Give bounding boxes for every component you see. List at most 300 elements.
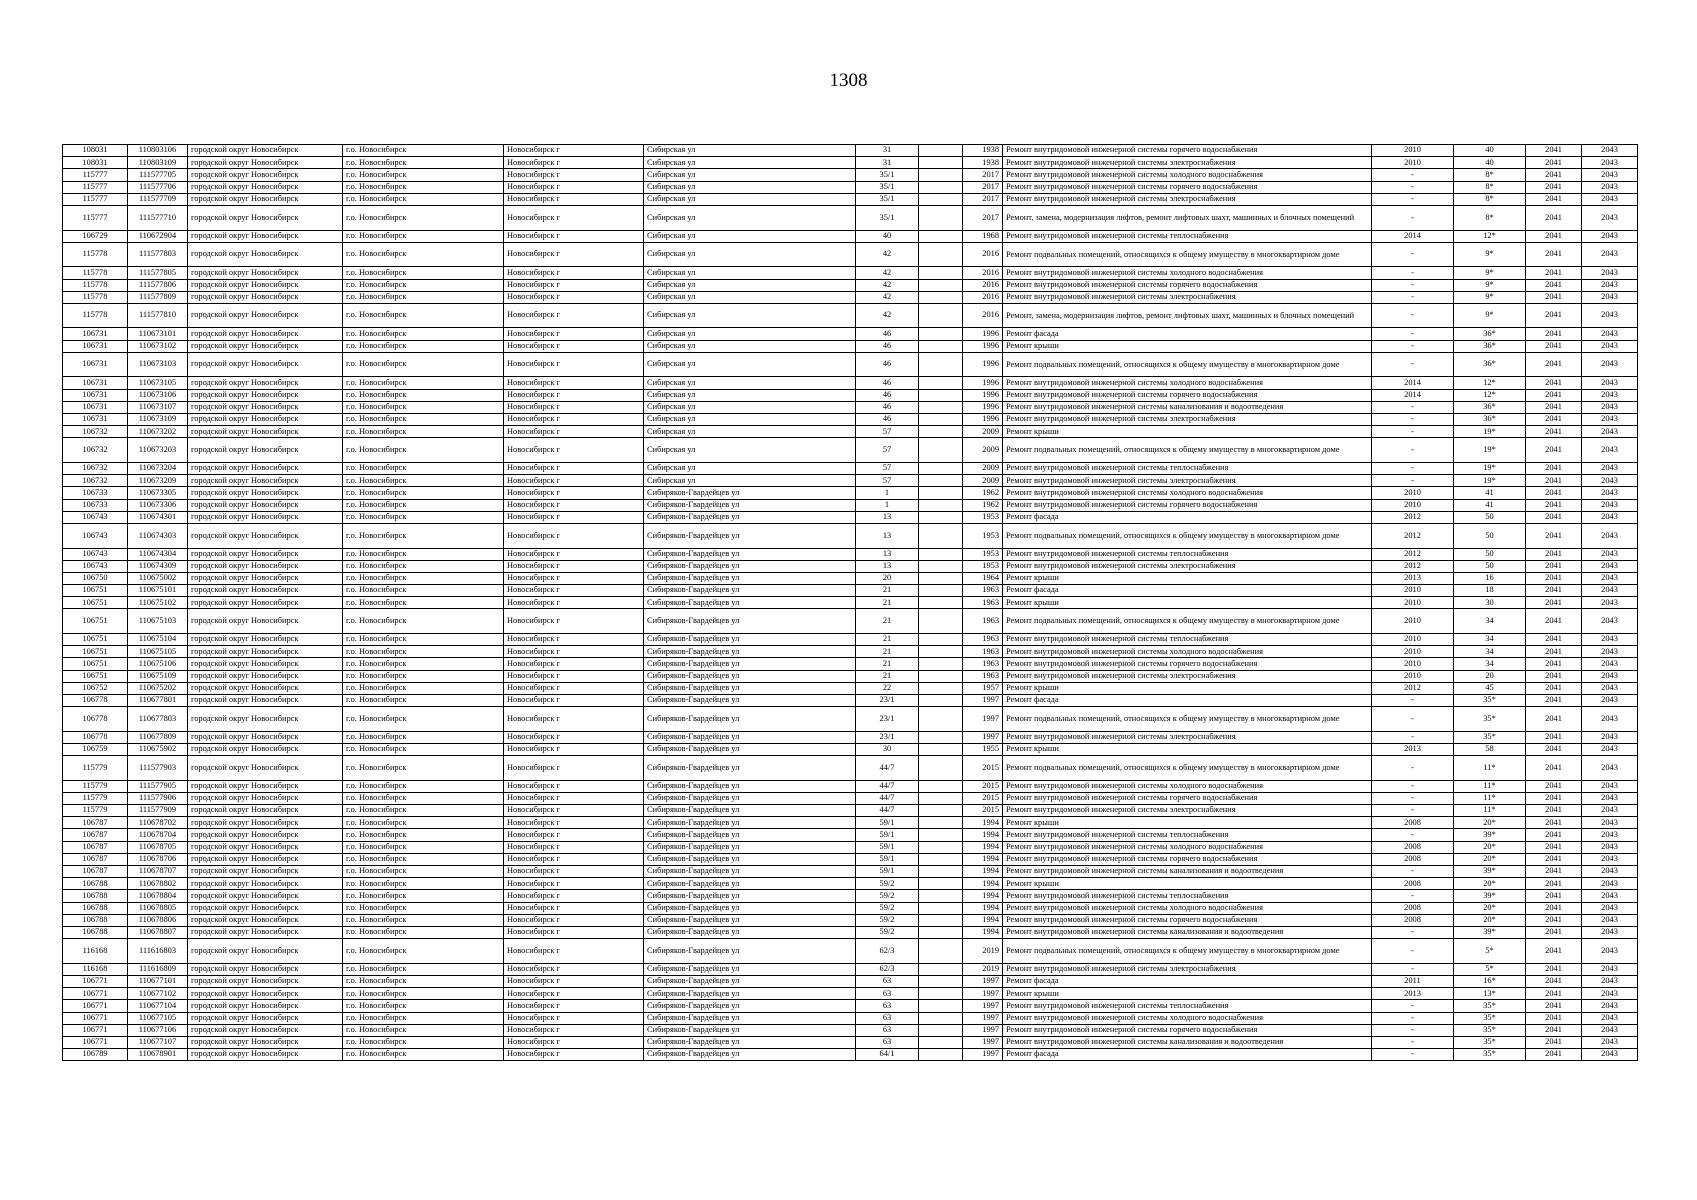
cell-municipality: городской округ Новосибирск <box>188 352 343 377</box>
cell-building <box>919 756 963 781</box>
cell-last-repair-year: - <box>1372 193 1454 205</box>
cell-last-repair-year: - <box>1372 205 1454 230</box>
cell-house-number: 64/1 <box>856 1049 919 1061</box>
cell-municipality: городской округ Новосибирск <box>188 878 343 890</box>
cell-settlement-municipality: г.о. Новосибирск <box>343 646 504 658</box>
cell-house-number: 46 <box>856 352 919 377</box>
cell-plan-start: 2041 <box>1526 694 1582 706</box>
cell-house-number: 63 <box>856 975 919 987</box>
table-row <box>63 438 1638 463</box>
cell-street: Сибиряков-Гвардейцев ул <box>644 511 856 523</box>
cell-house-id: 106729 <box>63 230 128 242</box>
cell-street: Сибирская ул <box>644 230 856 242</box>
cell-year-built: 1963 <box>963 634 1003 646</box>
table-row <box>63 1012 1638 1024</box>
cell-settlement-municipality: г.о. Новосибирск <box>343 878 504 890</box>
cell-work-type: Ремонт внутридомовой инженерной системы электроснабжения <box>1003 157 1372 169</box>
cell-settlement-municipality: г.о. Новосибирск <box>343 389 504 401</box>
cell-house-id: 106771 <box>63 988 128 1000</box>
cell-element-id: 110673305 <box>128 487 188 499</box>
cell-locality: Новосибирск г <box>504 340 644 352</box>
cell-house-number: 59/2 <box>856 890 919 902</box>
cell-work-type: Ремонт крыши <box>1003 340 1372 352</box>
cell-street: Сибиряков-Гвардейцев ул <box>644 1012 856 1024</box>
cell-house-id: 106778 <box>63 707 128 732</box>
cell-wear: 8* <box>1454 169 1526 181</box>
cell-element-id: 110677105 <box>128 1012 188 1024</box>
cell-municipality: городской округ Новосибирск <box>188 377 343 389</box>
cell-plan-end: 2043 <box>1582 303 1638 328</box>
cell-street: Сибиряков-Гвардейцев ул <box>644 1000 856 1012</box>
cell-element-id: 110677809 <box>128 731 188 743</box>
cell-building <box>919 780 963 792</box>
cell-wear: 30 <box>1454 597 1526 609</box>
cell-wear: 8* <box>1454 205 1526 230</box>
cell-element-id: 110675109 <box>128 670 188 682</box>
cell-street: Сибирская ул <box>644 279 856 291</box>
table-row <box>63 707 1638 732</box>
cell-locality: Новосибирск г <box>504 914 644 926</box>
cell-plan-start: 2041 <box>1526 682 1582 694</box>
cell-street: Сибиряков-Гвардейцев ул <box>644 841 856 853</box>
cell-municipality: городской округ Новосибирск <box>188 731 343 743</box>
cell-wear: 50 <box>1454 523 1526 548</box>
cell-last-repair-year: - <box>1372 756 1454 781</box>
cell-house-number: 59/2 <box>856 878 919 890</box>
cell-element-id: 110678706 <box>128 853 188 865</box>
cell-house-id: 106771 <box>63 1036 128 1048</box>
cell-house-number: 30 <box>856 743 919 755</box>
cell-house-number: 21 <box>856 597 919 609</box>
cell-work-type: Ремонт внутридомовой инженерной системы горячего водоснабжения <box>1003 499 1372 511</box>
cell-plan-start: 2041 <box>1526 1000 1582 1012</box>
cell-building <box>919 377 963 389</box>
cell-plan-end: 2043 <box>1582 426 1638 438</box>
cell-house-number: 59/2 <box>856 914 919 926</box>
cell-plan-start: 2041 <box>1526 829 1582 841</box>
cell-street: Сибиряков-Гвардейцев ул <box>644 756 856 781</box>
cell-wear: 34 <box>1454 646 1526 658</box>
table-row <box>63 1049 1638 1061</box>
cell-plan-end: 2043 <box>1582 926 1638 938</box>
cell-element-id: 110677106 <box>128 1024 188 1036</box>
cell-element-id: 110675002 <box>128 572 188 584</box>
cell-house-number: 21 <box>856 670 919 682</box>
cell-plan-start: 2041 <box>1526 242 1582 267</box>
cell-last-repair-year: - <box>1372 694 1454 706</box>
cell-locality: Новосибирск г <box>504 499 644 511</box>
cell-element-id: 110673209 <box>128 475 188 487</box>
cell-municipality: городской округ Новосибирск <box>188 829 343 841</box>
cell-element-id: 111577706 <box>128 181 188 193</box>
table-row <box>63 780 1638 792</box>
cell-locality: Новосибирск г <box>504 780 644 792</box>
cell-house-id: 115778 <box>63 303 128 328</box>
cell-building <box>919 462 963 474</box>
cell-house-id: 106759 <box>63 743 128 755</box>
cell-building <box>919 743 963 755</box>
cell-municipality: городской округ Новосибирск <box>188 658 343 670</box>
cell-wear: 5* <box>1454 939 1526 964</box>
cell-element-id: 110673102 <box>128 340 188 352</box>
cell-plan-end: 2043 <box>1582 438 1638 463</box>
cell-year-built: 2009 <box>963 438 1003 463</box>
cell-municipality: городской округ Новосибирск <box>188 560 343 572</box>
cell-house-id: 106731 <box>63 340 128 352</box>
cell-municipality: городской округ Новосибирск <box>188 291 343 303</box>
cell-locality: Новосибирск г <box>504 585 644 597</box>
cell-street: Сибирская ул <box>644 303 856 328</box>
cell-house-id: 106751 <box>63 658 128 670</box>
cell-last-repair-year: - <box>1372 731 1454 743</box>
cell-plan-start: 2041 <box>1526 988 1582 1000</box>
cell-wear: 12* <box>1454 230 1526 242</box>
cell-plan-end: 2043 <box>1582 401 1638 413</box>
cell-year-built: 1996 <box>963 377 1003 389</box>
cell-building <box>919 707 963 732</box>
cell-wear: 11* <box>1454 792 1526 804</box>
cell-street: Сибиряков-Гвардейцев ул <box>644 743 856 755</box>
cell-house-id: 106752 <box>63 682 128 694</box>
cell-plan-end: 2043 <box>1582 572 1638 584</box>
cell-element-id: 111577906 <box>128 792 188 804</box>
table-row <box>63 401 1638 413</box>
cell-house-id: 106732 <box>63 475 128 487</box>
cell-last-repair-year: - <box>1372 890 1454 902</box>
cell-settlement-municipality: г.о. Новосибирск <box>343 511 504 523</box>
cell-plan-start: 2041 <box>1526 963 1582 975</box>
cell-work-type: Ремонт внутридомовой инженерной системы горячего водоснабжения <box>1003 914 1372 926</box>
cell-work-type: Ремонт внутридомовой инженерной системы теплоснабжения <box>1003 890 1372 902</box>
cell-settlement-municipality: г.о. Новосибирск <box>343 707 504 732</box>
cell-work-type: Ремонт крыши <box>1003 426 1372 438</box>
cell-locality: Новосибирск г <box>504 658 644 670</box>
cell-locality: Новосибирск г <box>504 890 644 902</box>
table-row <box>63 878 1638 890</box>
cell-street: Сибирская ул <box>644 193 856 205</box>
cell-house-number: 59/1 <box>856 829 919 841</box>
cell-work-type: Ремонт подвальных помещений, относящихся к общему имуществу в многоквартирном доме <box>1003 756 1372 781</box>
cell-plan-end: 2043 <box>1582 658 1638 670</box>
cell-building <box>919 389 963 401</box>
cell-plan-start: 2041 <box>1526 389 1582 401</box>
cell-house-number: 40 <box>856 230 919 242</box>
cell-building <box>919 230 963 242</box>
cell-street: Сибиряков-Гвардейцев ул <box>644 499 856 511</box>
cell-element-id: 110675202 <box>128 682 188 694</box>
cell-locality: Новосибирск г <box>504 609 644 634</box>
cell-element-id: 110675106 <box>128 658 188 670</box>
cell-house-number: 31 <box>856 157 919 169</box>
cell-element-id: 110678704 <box>128 829 188 841</box>
cell-plan-start: 2041 <box>1526 805 1582 817</box>
cell-settlement-municipality: г.о. Новосибирск <box>343 340 504 352</box>
cell-plan-end: 2043 <box>1582 328 1638 340</box>
cell-street: Сибиряков-Гвардейцев ул <box>644 731 856 743</box>
cell-locality: Новосибирск г <box>504 988 644 1000</box>
cell-house-number: 59/2 <box>856 902 919 914</box>
cell-house-id: 115779 <box>63 756 128 781</box>
cell-building <box>919 1012 963 1024</box>
cell-locality: Новосибирск г <box>504 145 644 157</box>
cell-house-number: 1 <box>856 487 919 499</box>
cell-municipality: городской округ Новосибирск <box>188 169 343 181</box>
cell-house-id: 106787 <box>63 829 128 841</box>
cell-year-built: 1996 <box>963 414 1003 426</box>
cell-year-built: 1994 <box>963 914 1003 926</box>
cell-plan-end: 2043 <box>1582 805 1638 817</box>
cell-municipality: городской округ Новосибирск <box>188 572 343 584</box>
cell-year-built: 2016 <box>963 242 1003 267</box>
cell-locality: Новосибирск г <box>504 926 644 938</box>
cell-work-type: Ремонт внутридомовой инженерной системы холодного водоснабжения <box>1003 646 1372 658</box>
cell-street: Сибиряков-Гвардейцев ул <box>644 1024 856 1036</box>
table-row <box>63 829 1638 841</box>
cell-street: Сибирская ул <box>644 157 856 169</box>
repair-registry-table <box>62 144 1638 1061</box>
cell-work-type: Ремонт, замена, модернизация лифтов, ремонт лифтовых шахт, машинных и блочных помещений <box>1003 205 1372 230</box>
cell-locality: Новосибирск г <box>504 634 644 646</box>
cell-element-id: 110673204 <box>128 462 188 474</box>
cell-plan-end: 2043 <box>1582 414 1638 426</box>
cell-house-id: 108031 <box>63 157 128 169</box>
cell-municipality: городской округ Новосибирск <box>188 499 343 511</box>
cell-last-repair-year: 2010 <box>1372 609 1454 634</box>
cell-house-id: 106787 <box>63 866 128 878</box>
cell-locality: Новосибирск г <box>504 438 644 463</box>
cell-municipality: городской округ Новосибирск <box>188 340 343 352</box>
cell-house-id: 106732 <box>63 462 128 474</box>
cell-element-id: 111577905 <box>128 780 188 792</box>
cell-settlement-municipality: г.о. Новосибирск <box>343 634 504 646</box>
cell-street: Сибиряков-Гвардейцев ул <box>644 1036 856 1048</box>
cell-locality: Новосибирск г <box>504 572 644 584</box>
cell-municipality: городской округ Новосибирск <box>188 694 343 706</box>
cell-house-number: 63 <box>856 1012 919 1024</box>
cell-house-id: 106731 <box>63 377 128 389</box>
cell-municipality: городской округ Новосибирск <box>188 597 343 609</box>
cell-locality: Новосибирск г <box>504 707 644 732</box>
cell-plan-start: 2041 <box>1526 401 1582 413</box>
cell-locality: Новосибирск г <box>504 377 644 389</box>
cell-element-id: 111577806 <box>128 279 188 291</box>
cell-work-type: Ремонт крыши <box>1003 572 1372 584</box>
cell-last-repair-year: - <box>1372 1000 1454 1012</box>
cell-last-repair-year: - <box>1372 1049 1454 1061</box>
cell-settlement-municipality: г.о. Новосибирск <box>343 572 504 584</box>
cell-street: Сибирская ул <box>644 205 856 230</box>
cell-plan-end: 2043 <box>1582 939 1638 964</box>
cell-street: Сибирская ул <box>644 462 856 474</box>
cell-house-number: 63 <box>856 1036 919 1048</box>
page-number: 1308 <box>829 70 868 91</box>
cell-plan-start: 2041 <box>1526 560 1582 572</box>
cell-municipality: городской округ Новосибирск <box>188 389 343 401</box>
cell-work-type: Ремонт внутридомовой инженерной системы горячего водоснабжения <box>1003 658 1372 670</box>
cell-plan-end: 2043 <box>1582 499 1638 511</box>
cell-street: Сибиряков-Гвардейцев ул <box>644 670 856 682</box>
cell-house-number: 31 <box>856 145 919 157</box>
cell-settlement-municipality: г.о. Новосибирск <box>343 731 504 743</box>
cell-locality: Новосибирск г <box>504 242 644 267</box>
cell-locality: Новосибирск г <box>504 169 644 181</box>
cell-municipality: городской округ Новосибирск <box>188 975 343 987</box>
cell-element-id: 110675104 <box>128 634 188 646</box>
cell-house-id: 106733 <box>63 499 128 511</box>
cell-wear: 20 <box>1454 670 1526 682</box>
cell-house-number: 46 <box>856 340 919 352</box>
cell-house-number: 63 <box>856 988 919 1000</box>
cell-house-id: 106788 <box>63 878 128 890</box>
cell-year-built: 1964 <box>963 572 1003 584</box>
cell-house-id: 106778 <box>63 731 128 743</box>
cell-plan-start: 2041 <box>1526 1036 1582 1048</box>
cell-last-repair-year: 2010 <box>1372 157 1454 169</box>
cell-settlement-municipality: г.о. Новосибирск <box>343 475 504 487</box>
cell-year-built: 1996 <box>963 401 1003 413</box>
cell-plan-start: 2041 <box>1526 181 1582 193</box>
cell-element-id: 110675902 <box>128 743 188 755</box>
cell-house-number: 21 <box>856 658 919 670</box>
cell-municipality: городской округ Новосибирск <box>188 902 343 914</box>
cell-year-built: 1994 <box>963 926 1003 938</box>
cell-locality: Новосибирск г <box>504 560 644 572</box>
cell-house-number: 59/1 <box>856 866 919 878</box>
cell-street: Сибиряков-Гвардейцев ул <box>644 1049 856 1061</box>
cell-last-repair-year: - <box>1372 340 1454 352</box>
cell-building <box>919 731 963 743</box>
cell-plan-start: 2041 <box>1526 817 1582 829</box>
cell-settlement-municipality: г.о. Новосибирск <box>343 267 504 279</box>
cell-house-id: 106751 <box>63 670 128 682</box>
cell-municipality: городской округ Новосибирск <box>188 414 343 426</box>
cell-plan-start: 2041 <box>1526 939 1582 964</box>
cell-house-id: 106750 <box>63 572 128 584</box>
cell-last-repair-year: - <box>1372 426 1454 438</box>
cell-locality: Новосибирск г <box>504 939 644 964</box>
cell-house-number: 46 <box>856 328 919 340</box>
cell-plan-start: 2041 <box>1526 205 1582 230</box>
cell-last-repair-year: - <box>1372 414 1454 426</box>
registry-body <box>63 145 1638 1061</box>
cell-plan-end: 2043 <box>1582 731 1638 743</box>
cell-plan-end: 2043 <box>1582 817 1638 829</box>
cell-element-id: 110674303 <box>128 523 188 548</box>
cell-element-id: 110673105 <box>128 377 188 389</box>
cell-settlement-municipality: г.о. Новосибирск <box>343 523 504 548</box>
cell-house-id: 115778 <box>63 291 128 303</box>
table-row <box>63 682 1638 694</box>
cell-house-number: 44/7 <box>856 792 919 804</box>
cell-year-built: 1938 <box>963 145 1003 157</box>
cell-house-id: 106771 <box>63 1024 128 1036</box>
cell-locality: Новосибирск г <box>504 975 644 987</box>
cell-house-number: 21 <box>856 646 919 658</box>
cell-settlement-municipality: г.о. Новосибирск <box>343 230 504 242</box>
cell-year-built: 1955 <box>963 743 1003 755</box>
cell-locality: Новосибирск г <box>504 157 644 169</box>
cell-municipality: городской округ Новосибирск <box>188 646 343 658</box>
cell-street: Сибиряков-Гвардейцев ул <box>644 585 856 597</box>
cell-plan-end: 2043 <box>1582 585 1638 597</box>
cell-plan-end: 2043 <box>1582 1000 1638 1012</box>
cell-municipality: городской округ Новосибирск <box>188 1049 343 1061</box>
cell-locality: Новосибирск г <box>504 303 644 328</box>
cell-municipality: городской округ Новосибирск <box>188 145 343 157</box>
cell-street: Сибиряков-Гвардейцев ул <box>644 646 856 658</box>
cell-year-built: 1938 <box>963 157 1003 169</box>
cell-settlement-municipality: г.о. Новосибирск <box>343 1049 504 1061</box>
cell-year-built: 1994 <box>963 817 1003 829</box>
cell-house-number: 13 <box>856 548 919 560</box>
cell-street: Сибиряков-Гвардейцев ул <box>644 658 856 670</box>
cell-street: Сибиряков-Гвардейцев ул <box>644 682 856 694</box>
cell-wear: 45 <box>1454 682 1526 694</box>
cell-element-id: 110673203 <box>128 438 188 463</box>
cell-street: Сибирская ул <box>644 242 856 267</box>
cell-street: Сибирская ул <box>644 389 856 401</box>
cell-municipality: городской округ Новосибирск <box>188 890 343 902</box>
cell-last-repair-year: 2010 <box>1372 499 1454 511</box>
cell-plan-start: 2041 <box>1526 523 1582 548</box>
cell-work-type: Ремонт внутридомовой инженерной системы горячего водоснабжения <box>1003 792 1372 804</box>
cell-plan-start: 2041 <box>1526 890 1582 902</box>
cell-building <box>919 878 963 890</box>
cell-plan-start: 2041 <box>1526 792 1582 804</box>
cell-work-type: Ремонт фасада <box>1003 975 1372 987</box>
cell-street: Сибирская ул <box>644 426 856 438</box>
cell-settlement-municipality: г.о. Новосибирск <box>343 377 504 389</box>
cell-plan-end: 2043 <box>1582 975 1638 987</box>
cell-last-repair-year: 2008 <box>1372 853 1454 865</box>
cell-work-type: Ремонт фасада <box>1003 694 1372 706</box>
cell-settlement-municipality: г.о. Новосибирск <box>343 609 504 634</box>
cell-element-id: 110673202 <box>128 426 188 438</box>
cell-municipality: городской округ Новосибирск <box>188 963 343 975</box>
cell-building <box>919 328 963 340</box>
cell-plan-end: 2043 <box>1582 670 1638 682</box>
cell-work-type: Ремонт внутридомовой инженерной системы холодного водоснабжения <box>1003 267 1372 279</box>
cell-building <box>919 242 963 267</box>
cell-year-built: 2017 <box>963 205 1003 230</box>
cell-element-id: 110673109 <box>128 414 188 426</box>
cell-plan-end: 2043 <box>1582 267 1638 279</box>
cell-settlement-municipality: г.о. Новосибирск <box>343 1024 504 1036</box>
cell-plan-start: 2041 <box>1526 975 1582 987</box>
table-row <box>63 743 1638 755</box>
cell-wear: 16 <box>1454 572 1526 584</box>
cell-year-built: 1994 <box>963 890 1003 902</box>
cell-street: Сибиряков-Гвардейцев ул <box>644 866 856 878</box>
cell-locality: Новосибирск г <box>504 1000 644 1012</box>
cell-last-repair-year: - <box>1372 475 1454 487</box>
cell-house-number: 59/2 <box>856 926 919 938</box>
cell-element-id: 111616809 <box>128 963 188 975</box>
cell-street: Сибиряков-Гвардейцев ул <box>644 548 856 560</box>
cell-last-repair-year: 2013 <box>1372 743 1454 755</box>
cell-settlement-municipality: г.о. Новосибирск <box>343 193 504 205</box>
cell-house-id: 106731 <box>63 401 128 413</box>
cell-element-id: 110675102 <box>128 597 188 609</box>
cell-last-repair-year: - <box>1372 303 1454 328</box>
cell-building <box>919 352 963 377</box>
cell-building <box>919 853 963 865</box>
cell-plan-start: 2041 <box>1526 511 1582 523</box>
cell-municipality: городской округ Новосибирск <box>188 462 343 474</box>
table-row <box>63 731 1638 743</box>
cell-last-repair-year: 2011 <box>1372 975 1454 987</box>
cell-year-built: 1953 <box>963 511 1003 523</box>
